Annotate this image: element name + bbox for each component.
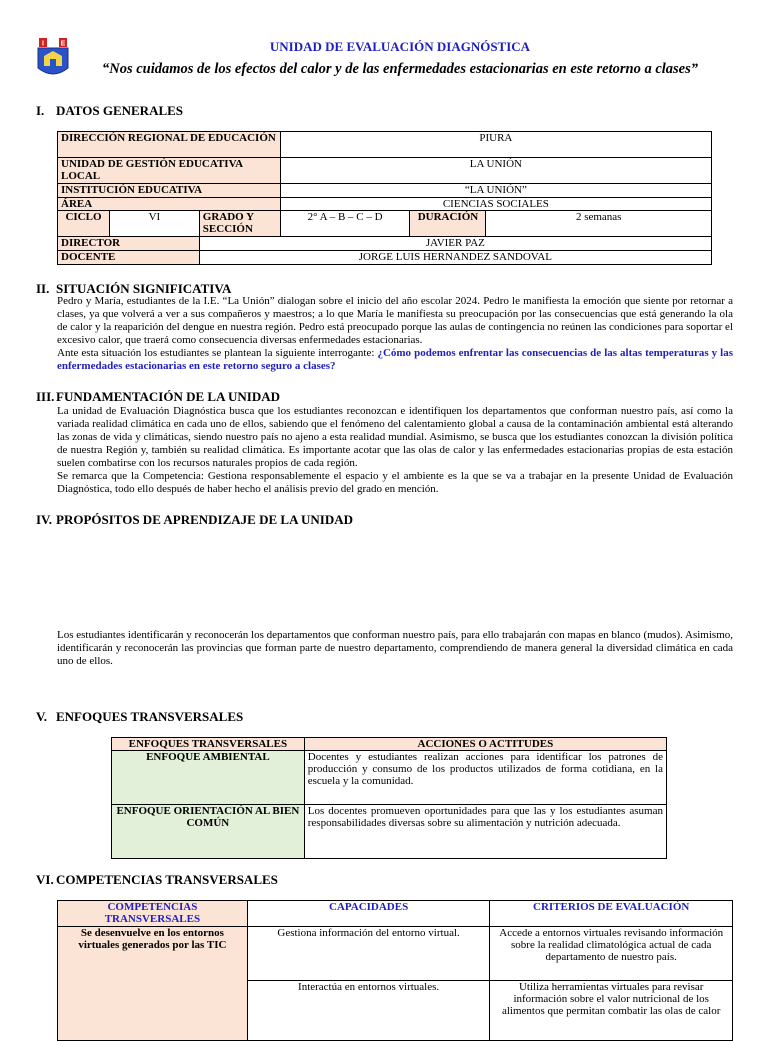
section-title: PROPÓSITOS DE APRENDIZAJE DE LA UNIDAD xyxy=(56,512,354,527)
label-area: ÁREA xyxy=(58,198,281,211)
datos-generales-table xyxy=(57,131,712,265)
situacion-paragraph-2 xyxy=(57,347,733,373)
criterio-cell: Utiliza herramientas virtuales para revisar información sobre el valor nutricional de los alimentos que permitan combatir las olas de calor xyxy=(490,981,733,1041)
header-competencias: COMPETENCIAS TRANSVERSALES xyxy=(58,901,248,927)
svg-text:E: E xyxy=(60,40,66,48)
enfoque-name: ENFOQUE AMBIENTAL xyxy=(112,751,305,805)
header-criterios: CRITERIOS DE EVALUACIÓN xyxy=(490,901,733,927)
label-ie: INSTITUCIÓN EDUCATIVA xyxy=(58,184,281,198)
fundamentacion-text xyxy=(57,405,733,496)
fundamentacion-paragraph-2: Se remarca que la Competencia: Gestiona responsablemente el espacio y el ambiente es la que se va a trabajar en la presente Unidad de Evaluación Diagnóstica, todo ello después de haber hecho el análisis previo del grado en mención. xyxy=(57,470,733,495)
enfoque-accion: Los docentes promueven oportunidades para que las y los estudiantes asuman responsabilidades diversas sobre su alimentación y nutrición adecuada. xyxy=(304,805,666,859)
section-heading-propositos xyxy=(36,512,353,528)
section-title: FUNDAMENTACIÓN DE LA UNIDAD xyxy=(56,389,281,404)
capacidad-cell: Gestiona información del entorno virtual. xyxy=(247,927,490,981)
value-ugel: LA UNIÓN xyxy=(280,158,711,184)
label-director: DIRECTOR xyxy=(58,237,200,251)
section-number: IV. xyxy=(36,512,53,527)
value-dre: PIURA xyxy=(280,132,711,158)
value-area: CIENCIAS SOCIALES xyxy=(280,198,711,211)
section-number: III. xyxy=(36,389,55,404)
section-title: ENFOQUES TRANSVERSALES xyxy=(56,709,244,724)
fundamentacion-paragraph-1: La unidad de Evaluación Diagnóstica busca que los estudiantes reconozcan e identifiquen los departamentos que conforman nuestro país, así como la variada realidad climática en cada uno de ellos, sabiendo que el fenómeno del calentamiento global a causa de la contaminación ambiental está alterando las zonas de vida y climáticas, siendo nuestro país no ajeno a esta realidad mundial. Asimismo, se busca que los estudiantes conozcan la división política de nuestra Región y, también su realidad climática. Es importante acotar que las olas de calor y las enfermedades estacionarias propias de esta estación suelen combatirse con los recursos naturales propios de cada región. xyxy=(57,405,733,469)
situacion-paragraph-1: Pedro y María, estudiantes de la I.E. “La Unión” dialogan sobre el inicio del año escolar 2024. Pedro le manifiesta la emoción que siente por retornar a clases, ya que volverá a ver a sus compañeros y maestros; a lo que María le manifiesta su preocupación por las consecuencias que está generando la ola de calor y la reaparición del dengue en nuestra región. Pedro está preocupado porque las aulas de contingencia no reúnen las condiciones para soportar el excesivo calor, que traerá como consecuencia diversas enfermedades estacionarias. xyxy=(57,295,733,346)
section-title: DATOS GENERALES xyxy=(56,103,184,118)
competencias-table xyxy=(57,900,733,1041)
enfoque-accion: Docentes y estudiantes realizan acciones para identificar los patrones de producción y consumo de los productos utilizados de forma cotidiana, en la escuela y la comunidad. xyxy=(304,751,666,805)
enfoque-name: ENFOQUE ORIENTACIÓN AL BIEN COMÚN xyxy=(112,805,305,859)
value-docente: JORGE LUIS HERNANDEZ SANDOVAL xyxy=(199,251,711,265)
label-ugel: UNIDAD DE GESTIÓN EDUCATIVA LOCAL xyxy=(58,158,281,184)
header-acciones: ACCIONES O ACTITUDES xyxy=(304,738,666,751)
value-grado: 2° A – B – C – D xyxy=(280,211,410,237)
label-dre: DIRECCIÓN REGIONAL DE EDUCACIÓN xyxy=(58,132,281,158)
section-number: II. xyxy=(36,281,50,296)
value-ie: “LA UNIÓN” xyxy=(280,184,711,198)
situacion-lead: Ante esta situación los estudiantes se plantean la siguiente interrogante: xyxy=(57,347,378,359)
label-ciclo: CICLO xyxy=(58,211,110,237)
section-heading-enfoques xyxy=(36,709,243,725)
document-subtitle: “Nos cuidamos de los efectos del calor y de las enfermedades estacionarias en este retorno a clases” xyxy=(101,61,699,77)
value-duracion: 2 semanas xyxy=(486,211,712,237)
section-title: SITUACIÓN SIGNIFICATIVA xyxy=(56,281,232,296)
section-number: I. xyxy=(36,103,45,118)
competencia-name: Se desenvuelve en los entornos virtuales generados por las TIC xyxy=(58,927,248,1041)
guiding-question: ¿Cómo podemos enfrentar las consecuencias de las altas temperaturas y las enfermedades estacionarias en este retorno seguro a clases? xyxy=(57,347,734,372)
document-title: UNIDAD DE EVALUACIÓN DIAGNÓSTICA xyxy=(269,39,531,54)
value-director: JAVIER PAZ xyxy=(199,237,711,251)
propositos-text xyxy=(57,629,733,668)
capacidad-cell: Interactúa en entornos virtuales. xyxy=(247,981,490,1041)
svg-text:I: I xyxy=(42,40,44,48)
value-ciclo: VI xyxy=(109,211,199,237)
section-title: COMPETENCIAS TRANSVERSALES xyxy=(56,872,278,887)
criterio-cell: Accede a entornos virtuales revisando información sobre la realidad climatológica actual de cada departamento de nuestro país. xyxy=(490,927,733,981)
header-enfoques: ENFOQUES TRANSVERSALES xyxy=(112,738,305,751)
section-heading-fundamentacion xyxy=(36,389,280,405)
section-number: V. xyxy=(36,709,47,724)
section-number: VI. xyxy=(36,872,54,887)
situacion-text xyxy=(57,295,733,373)
enfoques-table xyxy=(111,737,667,859)
label-duracion: DURACIÓN xyxy=(410,211,486,237)
propositos-paragraph: Los estudiantes identificarán y reconocerán los departamentos que conforman nuestro país, para ello trabajarán con mapas en blanco (mudos). Asimismo, identificarán y reconocerán las provincias que forman parte de nuestro departamento, comprendiendo de manera general la diversidad climática en cada uno de ellos. xyxy=(57,629,733,667)
header-capacidades: CAPACIDADES xyxy=(247,901,490,927)
section-heading-datos-generales xyxy=(36,103,183,119)
label-docente: DOCENTE xyxy=(58,251,200,265)
section-heading-competencias xyxy=(36,872,278,888)
label-grado: GRADO Y SECCIÓN xyxy=(199,211,280,237)
